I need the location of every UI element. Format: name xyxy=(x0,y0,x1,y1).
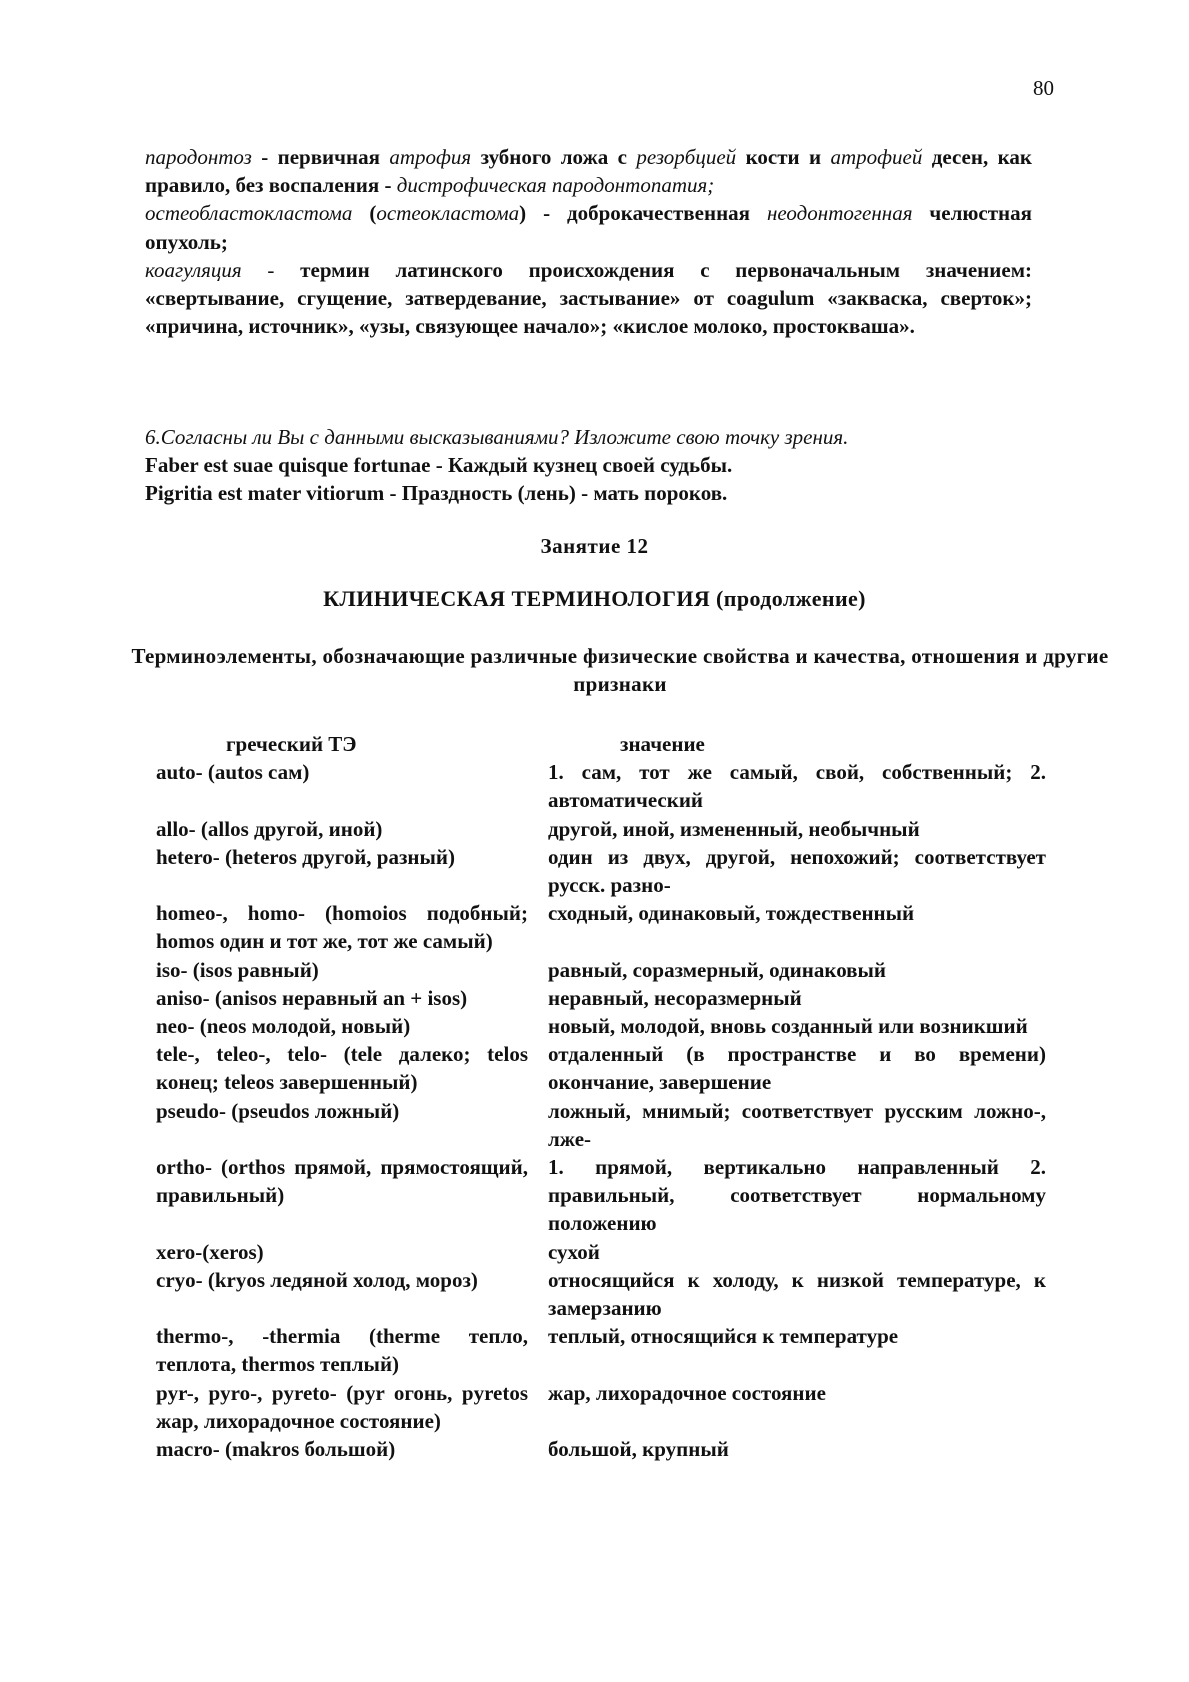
table-row xyxy=(156,843,1046,899)
section-subtitle: Терминоэлементы, обозначающие различные физические свойства и качества, отношения и другие признаки xyxy=(131,644,1109,696)
terms-table xyxy=(156,730,1046,1463)
question-line: Pigritia est mater vitiorum - Праздность (лень) - мать пороков. xyxy=(145,481,728,505)
page-number: 80 xyxy=(1033,76,1054,100)
question-block xyxy=(145,423,1045,507)
definitions-block xyxy=(145,143,1032,340)
table-row xyxy=(156,956,1046,984)
table-row xyxy=(156,984,1046,1012)
meaning-cell: сухой xyxy=(548,1239,600,1264)
term-cell: cryo- (kryos ледяной холод, мороз) xyxy=(156,1267,478,1292)
definition-coagulation: коагуляция - термин латинского происхождения с первоначальным значением: «свертывание, сгущение, затвердевание, застывание» от coagulum «закваска, сверток»; «причина, источник», «узы, связующее начало»; «кислое молоко, простокваша». xyxy=(145,257,1033,339)
table-row xyxy=(156,1153,1046,1238)
meaning-cell: неравный, несоразмерный xyxy=(548,985,802,1010)
table-row xyxy=(156,1322,1046,1378)
term-cell: tele-, teleo-, telo- (tele далеко; telos конец; teleos завершенный) xyxy=(156,1042,528,1095)
term-cell: thermo-, -thermia (therme тепло, теплота, thermos теплый) xyxy=(156,1324,528,1377)
term-cell: macro- (makros большой) xyxy=(156,1437,396,1462)
term-cell: allo- (allos другой, иной) xyxy=(156,816,383,841)
term-cell: pseudo- (pseudos ложный) xyxy=(156,1098,400,1123)
meaning-cell: новый, молодой, вновь созданный или возникший xyxy=(548,1014,1028,1039)
term-cell: xero-(xeros) xyxy=(156,1239,264,1264)
meaning-cell: равный, соразмерный, одинаковый xyxy=(548,957,887,982)
term-cell: homeo-, homo- (homoios подобный; homos один и тот же, тот же самый) xyxy=(156,901,528,954)
meaning-cell: относящийся к холоду, к низкой температуре, к замерзанию xyxy=(548,1267,1046,1321)
table-row xyxy=(156,1379,1046,1435)
table-row xyxy=(156,815,1046,843)
meaning-cell: ложный, мнимый; соответствует русским ложно-, лже- xyxy=(548,1098,1046,1151)
table-row xyxy=(156,758,1046,814)
table-row xyxy=(156,1238,1046,1266)
meaning-cell: 1. сам, тот же самый, свой, собственный; 2. автоматический xyxy=(548,760,1046,813)
definition-parodontoz: пародонтоз - первичная атрофия зубного ложа с резорбцией кости и атрофией десен, как правило, без воспаления - дистрофическая пародонтопатия; xyxy=(145,145,1032,198)
table-row xyxy=(156,1012,1046,1040)
question-title: 6.Согласны ли Вы с данными высказываниями? Изложите свою точку зрения. xyxy=(145,425,849,449)
meaning-cell: сходный, одинаковый, тождественный xyxy=(548,901,915,926)
meaning-cell: большой, крупный xyxy=(548,1437,729,1462)
term-cell: pyr-, pyro-, pyreto- (pyr огонь, pyretos жар, лихорадочное состояние) xyxy=(156,1380,528,1433)
term-cell: aniso- (anisos неравный an + isos) xyxy=(156,985,468,1010)
meaning-cell: теплый, относящийся к температуре xyxy=(548,1324,899,1349)
term-cell: auto- (autos сам) xyxy=(156,760,310,785)
question-line: Faber est suae quisque fortunae - Каждый кузнец своей судьбы. xyxy=(145,453,733,477)
term-cell: neo- (neos молодой, новый) xyxy=(156,1014,411,1039)
section-title: КЛИНИЧЕСКАЯ ТЕРМИНОЛОГИЯ (продолжение) xyxy=(323,586,866,611)
meaning-cell: жар, лихорадочное состояние xyxy=(548,1380,826,1405)
table-row xyxy=(156,1435,1046,1463)
definition-osteoblastoclastoma: остеобластокластома (остеокластома) - доброкачественная неодонтогенная челюстная опухоль; xyxy=(145,201,1033,254)
header-greek-te: греческий ТЭ xyxy=(226,732,357,756)
header-meaning: значение xyxy=(620,732,705,756)
table-header xyxy=(156,730,1046,758)
table-row xyxy=(156,1097,1046,1153)
meaning-cell: один из двух, другой, непохожий; соответствует русск. разно- xyxy=(548,844,1046,898)
table-row xyxy=(156,1266,1046,1322)
meaning-cell: 1. прямой, вертикально направленный 2. правильный, соответствует нормальному положению xyxy=(548,1155,1046,1236)
table-row xyxy=(156,899,1046,955)
lesson-title: Занятие 12 xyxy=(540,534,649,558)
meaning-cell: отдаленный (в пространстве и во времени) окончание, завершение xyxy=(548,1042,1046,1095)
term-cell: ortho- (orthos прямой, прямостоящий, правильный) xyxy=(156,1155,528,1208)
table-row xyxy=(156,1040,1046,1096)
term-cell: hetero- (heteros другой, разный) xyxy=(156,844,456,869)
meaning-cell: другой, иной, измененный, необычный xyxy=(548,816,920,841)
term-cell: iso- (isos равный) xyxy=(156,957,319,982)
